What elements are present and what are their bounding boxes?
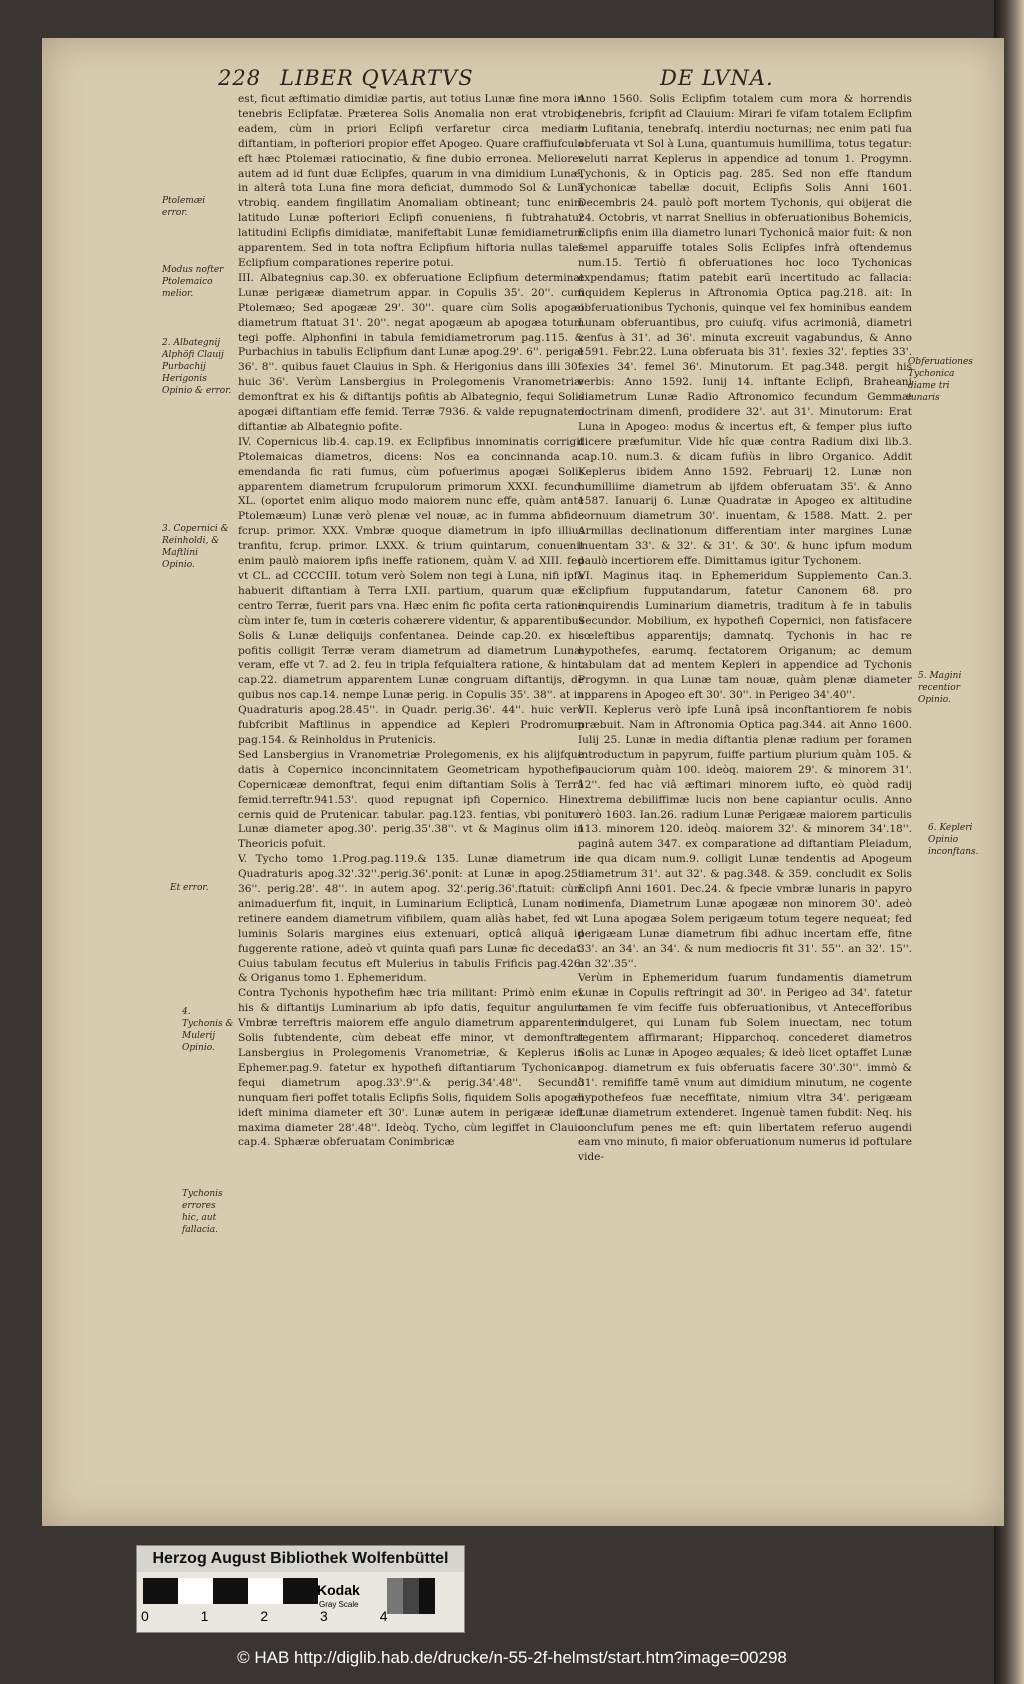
left-text-column xyxy=(238,92,584,1150)
paragraph: Contra Tychonis hypothefim hæc tria militant: Primò enim ex his & diftantijs Luminarium ab ipfo datis, fequitur angulum Vmbræ terreftris maiorem effe angulo diametrum apparentem Solis fubtendente, cùm debeat effe minor, vt demonftrat Lansbergius in Prolegomenis Vranometriæ, & Keplerus in Ephemer.pag.9. fatetur ex hypothefi diftantiarum Tychonicar. fequi diametrum apog.33'.9''.& perig.34'.48''. Secundò nunquam fieri poffet totalis Eclipfis Solis, fiquidem Solis apogæi ideft minima diameter eft 30'. Lunæ autem in perigææ ideft maxima diameter 28'.48''. Ideòq. Tycho, cùm legiffet in Clauio cap.4. Sphæræ obferuatam Conimbricæ xyxy=(238,987,584,1149)
running-title-right: DE LVNA. xyxy=(660,66,774,90)
paragraph: IV. Copernicus lib.4. cap.19. ex Eclipfibus innominatis corrigit Ptolemaicas diametros, dicens: Nos ea concinnanda ac emendanda fic rati fumus, cùm pofuerimus apogæi Solis apparentem diametrum fcrupulorum primorum XXXI. fecund. XL. (oportet enim aliquo modo maiorem nunc effe, quàm ante Ptolemæum) Lunæ verò plenæ vel nouæ, ac in fumma abfide fcrup. primor. XXX. Vmbræ quoque diametrum in ipfo illius tranfitu, fcrup. primor. LXXX. & trium quintarum, conuenit enim paulò maiorem ipfis ineffe rationem, quàm V. ad XIII. fed vt CL. ad CCCCIII. totum verò Solem non tegi à Luna, nifi ipfa habuerit diftantiam à Terra LXII. partium, quarum quæ ex centro Terræ, fuerit pars vna. Hæc enim fic pofita certa ratione cùm inter fe, tum in cœteris cohærere videntur, & apparentibus Solis & Lunæ deliquijs confentanea. Deinde cap.20. ex his pofitis colligit Terræ veram diametrum ad diametrum Lunæ veram, effe vt 7. ad 2. feu in tripla fefquialtera ratione, & hinc cap.22. diametrum apparentem Lunæ congruam diftantijs, de quibus nos cap.14. nempe Lunæ perig. in Copulis 35'. 38''. at in Quadraturis apog.28.45''. in Quadr. perig.36'. 44''. huic verò fubfcribit Maftlinus in appendice ad Kepleri Prodromum pag.154. & Reinholdus in Prutenicis. xyxy=(238,435,584,746)
paragraph: III. Albategnius cap.30. ex obferuatione Eclipfium determinat Lunæ perigææ diametrum appar. in Copulis 35'. 20''. cum Ptolemæo; Sed apogææ 29'. 30''. quare cùm Solis apogæi diametrum ftatuat 31'. 20''. negat apogæum ab apogæa totum tegi poffe. Alphonfini in tabula femidiametrorum pag.115. & Purbachius in tabulis Eclipfium dant Lunæ apog.29'. 6''. perigæ 36'. 8''. quibus fauet Clauius in Sph. & Herigonius dans illi 30'. huic 36'. Verùm Lansbergius in Prolegomenis Vranometriæ demonftrat ex his & diftantijs pofitis ab Albategnio, fequi Solis apogæi diftantiam effe femid. Terræ 7936. & valde repugnatem diftantiæ ab Albategnio pofite. xyxy=(238,271,584,433)
margin-note: 2. Albategnij Alphöfi Clauij Purbachij Herigonis Opinio & error. xyxy=(162,338,232,396)
library-name: Herzog August Bibliothek Wolfenbüttel xyxy=(137,1546,464,1572)
gray-scale-bar xyxy=(143,1578,319,1604)
page-number: 228 xyxy=(218,66,262,90)
paragraph: est, ficut æftimatio dimidiæ partis, aut totius Lunæ fine mora in tenebris Eclipfatæ. Præterea Solis Anomalia non erat vtrobiq. eadem, cùm in priori Eclipfi verfaretur circa mediam diftantiam, in pofteriori propior effet Apogeo. Quare craffiufcula eft hæc Ptolemæi ratiocinatio, & fine dubio erronea. Meliores autem ad id funt duæ Eclipfes, quarum in vna dimidium Lunæ, in alterâ tota Luna fine mora deficiat, dummodo Sol & Luna vtrobiq. eandem fingillatim Anomaliam obtineant; tunc enim latitudo Lunæ pofteriori Eclipfi conueniens, fi fubtrahatur latitudini Eclipfis dimidiatæ, manifeftabit Lunæ femidiametrum apparentem. Sed in tota noftra Eclipfium hiftoria nullas tales Eclipfium comparationes reperire potui. xyxy=(238,93,584,269)
paragraph: Anno 1560. Solis Eclipfim totalem cum mora & horrendis tenebris, fcripfit ad Clauium: Mirari fe vifam totalem Eclipfim in Lufitania, tenebrafq. interdiu nocturnas; nec enim pati fua obferuata vt Sol à Luna, quantumuis humillima, totus tegatur: veluti narrat Keplerus in appendice ad tonum 1. Progymn. Tychonis, & in Opticis pag. 285. Sed non effe ftandum Tychonicæ tabellæ docuit, Eclipfis Solis Anni 1601. Decembris 24. paulò poft mortem Tychonis, qui obijerat die 24. Octobris, vt narrat Snellius in obferuationibus Bohemicis, Eclipfis enim illa diametro lunari Tychonicâ maior fuit: & non femel apparuiffe totales Solis Eclipfes infrà oftendemus num.15. Tertiò fi obferuationes hoc loco Tychonicas expendamus; ftatim patebit earũ incertitudo ac fallacia: fiquidem Keplerus in Aftronomia Optica pag.218. ait: In obferuationibus Tychonis, quinque vel fex hominibus eandem Lunam obferuantibus, pro cuiufq. vifus acrimoniâ, diametri cenfus à 31'. ad 36'. minuta excreuit vagabundus, & Anno 1591. Febr.22. Luna obferuata bis 31'. fexies 32'. fepties 33'. fexies 34'. femel 36'. Minutorum. Et pag.348. pergit his verbis: Anno 1592. Iunij 14. inftante Eclipfi, Braheani diametrum Lunæ Radio Aftronomico fecundum Gemmæ doctrinam dimenfi, prodidere 32'. aut 31'. Minutorum: Erat Luna in Apogeo: modus & incertus eft, & femper plus iufto dicere præfumitur. Vide hîc quæ contra Radium dixi lib.3. cap.10. num.3. & dicam fufiùs in libro Organico. Addit Keplerus ibidem Anno 1592. Februarij 12. Lunæ non humilliime diametrum ab ijfdem obferuatam 35'. & Anno 1587. Ianuarij 6. Lunæ Quadratæ in Apogeo ex altitudine cornuum diametrum 30'. inuentam, & 1588. Matt. 2. per Armillas declinationum differentiam inter margines Lunæ inuentam 33'. & 32'. & 31'. & 30'. & hunc ipfum modum paulò incertiorem effe. Dimittamus igitur Tychonem. xyxy=(578,93,912,568)
margin-note: Modus nofter Ptolemaico melior. xyxy=(162,265,224,299)
swatch-black xyxy=(419,1578,435,1614)
paragraph: VI. Maginus itaq. in Ephemeridum Supplemento Can.3. Eclipfium fupputandarum, fatetur Canonem 68. pro inquirendis Luminarium diametris, traditum à fe in tabulis Secundor. Mobilium, ex hypothefi Copernici, non fatisfacere cœleftibus apparentijs; damnatq. Tychonis in hac re hypothefes, earumq. fectatorem Origanum; ac demum tabulam dat ad mentem Kepleri in appendice ad Tychonis Progymn. in qua Lunæ tam nouæ, quàm plenæ diameter apparens in Apogeo eft 30'. 30''. in Perigeo 34'.40''. xyxy=(578,570,912,702)
paragraph: Sed Lansbergius in Vranometriæ Prolegomenis, ex his alijfque datis à Copernico inconcinnitatem Geometricam hypothefis Copernicææ demonftrat, fequi enim diftantiam Solis à Terrâ femid.terreftr.941.53'. quod repugnat ipfi Copernico. Hinc cernis quid de Prutenicar. tabular. pag.123. fentias, vbi ponitur Lunæ diameter apog.30'. perig.35'.38''. vt & Maginus olim in Theoricis pofuit. xyxy=(238,748,584,851)
paragraph: Verùm in Ephemeridum fuarum fundamentis diametrum Lunæ in Copulis reftringit ad 30'. in Perigeo ad 34'. fatetur tamen fe vim feciffe fuis obferuationibus, vt Antecefforibus indulgeret, qui Lunam fub Solem inuectam, nec totum tegentem affirmarant; Hipparchoq. concederet diametros Solis ac Lunæ in Apogeo æquales; & ideò licet optaffet Lunæ apog. diametrum ex fuis obferuatis facere 30'.30''. immò & 31'. remififfe tamẽ vnum aut dimidium minutum, ne cogente hypothefeos fuæ neceffitate, nimium vltra 34'. perigæam Lunæ diametrum extenderet. Ingenuè tamen fubdit: Neq. his conclufum penes me eft: quin libertatem referuo augendi eam vno minuto, fi maior obferuationum numerus id poftulare vide- xyxy=(578,972,913,1164)
margin-note: 4. Tychonis & Mulerij Opinio. xyxy=(182,1007,234,1053)
paragraph: V. Tycho tomo 1.Prog.pag.119.& 135. Lunæ diametrum in Quadraturis apog.32'.32''.perig.36'.ponit: at Lunæ in apog.25'. 36''. perig.28'. 48''. in autem apog. 32'.perig.36'.ftatuit: cùm animaduerfum fit, inquit, in Luminarium Eclipticâ, Lunam non retinere eandem diametrum vifibilem, quam aliàs habet, fed vi luminis Solaris margines eius extenuari, opticâ aliquâ id fuggerente ratione, adeò vt quinta quafi pars Lunæ fic decedat. Cuius tabulam fecutus eft Mulerius in tabulis Frificis pag.426. & Origanus tomo 1. Ephemeridum. xyxy=(238,853,584,985)
margin-note: 5. Magini recentior Opinio. xyxy=(918,671,962,705)
margin-note: Ptolemæi error. xyxy=(162,196,206,218)
color-calibration-card xyxy=(136,1545,465,1633)
right-text-column xyxy=(578,92,912,1165)
scale-numbers: 0 1 2 3 4 xyxy=(141,1608,412,1624)
margin-note: 6. Kepleri Opinio inconftans. xyxy=(928,823,979,857)
paragraph: VII. Keplerus verò ipfe Lunâ ipsâ inconftantiorem fe nobis præbuit. Nam in Aftronomia Optica pag.344. ait Anno 1600. Iulij 25. Lunæ in media diftantia plenæ radium per foramen introductum in papyrum, fuiffe partium plurium quàm 105. & pauciorum quàm 100. ideòq. maiorem 29'. & minorem 31'. 12''. fed hac viâ æftimari minorem iufto, eò quòd radij extrema debiliffimæ lucis non bene capiantur oculis. Anno verò 1603. Ian.26. radium Lunæ Perigææ maiorem particulis 113. minorem 120. ideòq. maiorem 32'. & minorem 34'.18''. paginâ autem 347. ex comparatione ad diftantiam Pleiadum, de qua dicam num.9. colligit Lunæ tendentis ad Apogeum diametrum 31'. aut 32'. & pag.348. & 359. concludit ex Solis Eclipfi Anni 1601. Dec.24. & fpecie vmbræ lunaris in papyro dimenfa, Diametrum Lunæ apogææ non minorem 30'. adeò vt Luna apogæa Solem perigæum totum tegere nequeat; fed perigæam Lunæ diametrum fibi adhuc incertam effe, fitne 33'. an 34'. an 34'. & num mediocris fit 31'. 55''. an 32'. 15''. an 32'.35''. xyxy=(578,704,912,970)
margin-note: 3. Copernici & Reinholdi, & Maftlini Opinio. xyxy=(162,524,229,570)
running-title-left: LIBER QVARTVS xyxy=(280,66,474,90)
gray-scale-label: Gray Scale xyxy=(319,1600,359,1609)
margin-note: Et error. xyxy=(170,883,209,893)
margin-note: Tychonis errores hic, aut fallacia. xyxy=(182,1189,223,1235)
copyright-url: © HAB http://diglib.hab.de/drucke/n-55-2f-helmst/start.htm?image=00298 xyxy=(237,1648,787,1667)
margin-note: Obferuationes Tychonica diame tri lunaris xyxy=(908,357,973,403)
kodak-label: Kodak xyxy=(317,1582,360,1598)
